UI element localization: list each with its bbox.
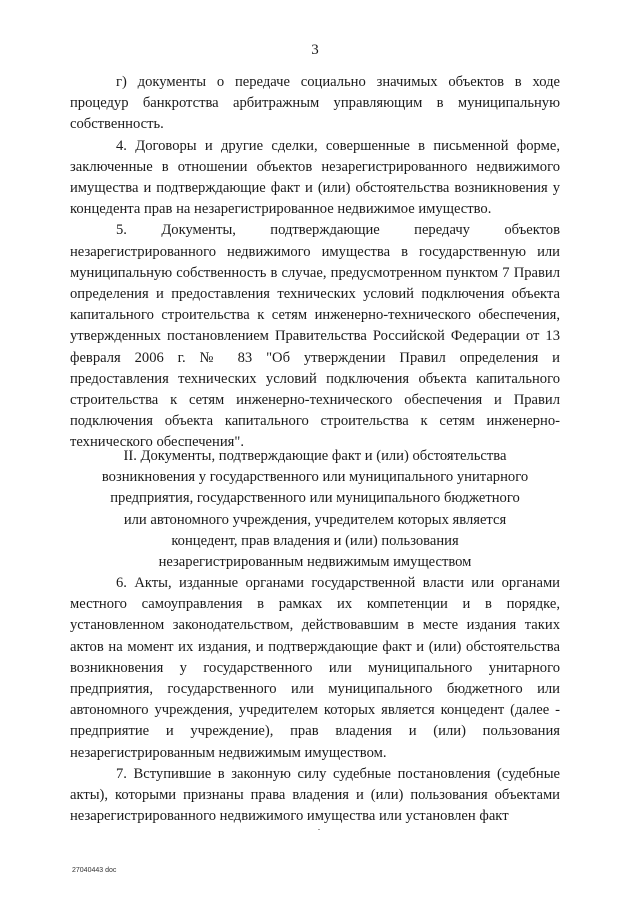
body-text-block-2 (70, 573, 560, 827)
page-number: 3 (311, 42, 319, 58)
paragraph-5: 5. Документы, подтверждающие передачу объектов незарегистрированного недвижимого имущества в государственную или муниципальную собственность в случае, предусмотренном пунктом 7 Правил определения и предоставления технических условий подключения объекта капитального строительства к сетям инженерно-технического обеспечения, утвержденных постановлением Правительства Российской Федерации от 13 февраля 2006 г. № 83 "Об утверждении Правил определения и предоставления технических условий подключения объекта капитального строительства к сетям инженерно-технического обеспечения и Правил подключения объекта капитального строительства к сетям инженерно-технического обеспечения". (70, 222, 560, 451)
paragraph-6: 6. Акты, изданные органами государственной власти или органами местного самоуправления в рамках их компетенции и в порядке, установленном законодательством, действовавшим в месте издания таких актов на момент их издания, и подтверждающие факт и (или) обстоятельства возникновения у государственного или муниципального унитарного предприятия, государственного или муниципального бюджетного или автономного учреждения, учредителем которых является концедент (далее - предприятие и учреждение), прав владения и (или) пользования незарегистрированным недвижимым имуществом. (70, 575, 560, 761)
section-heading-line: предприятия, государственного или муниципального бюджетного (110, 490, 520, 507)
body-text-block-1 (70, 72, 560, 454)
footer-file-code: 27040443 doc (72, 867, 117, 874)
scan-speck (318, 829, 320, 830)
section-heading-line: II. Документы, подтверждающие факт и (или) обстоятельства (123, 448, 507, 464)
section-heading-line: возникновения у государственного или муниципального унитарного (101, 469, 529, 486)
section-heading-line: незарегистрированным недвижимым имуществом (158, 554, 472, 571)
section-heading-line: концедент, прав владения и (или) пользования (171, 532, 459, 549)
paragraph-item-g: г) документы о передаче социально значимых объектов в ходе процедур банкротства арбитражным управляющим в муниципальную собственность. (70, 74, 560, 133)
paragraph-4: 4. Договоры и другие сделки, совершенные в письменной форме, заключенные в отношении объектов незарегистрированного недвижимого имущества и подтверждающие факт и (или) обстоятельства возникновения у концедента прав на незарегистрированное недвижимое имущество. (70, 137, 560, 218)
paragraph-7: 7. Вступившие в законную силу судебные постановления (судебные акты), которыми признаны права владения и (или) пользования объектами незарегистрированного недвижимого имущества или установлен факт (70, 765, 560, 825)
section-heading-line: или автономного учреждения, учредителем которых является (123, 511, 507, 528)
section-heading (70, 446, 560, 573)
